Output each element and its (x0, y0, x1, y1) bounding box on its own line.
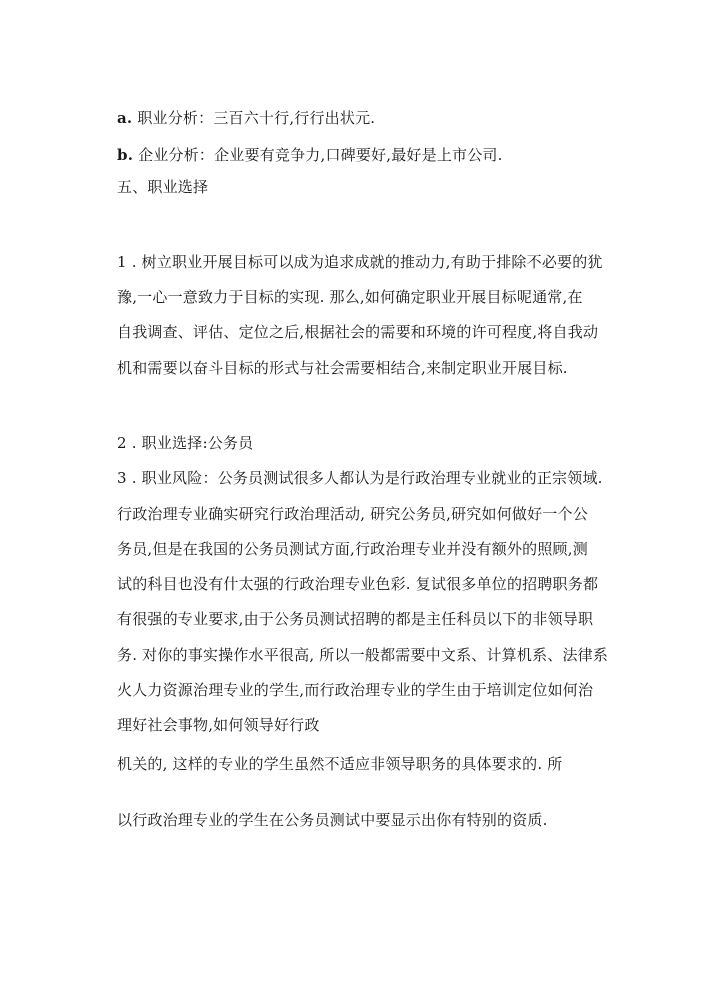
section-b-marker: b. (117, 146, 134, 164)
item-1-line: 自我调查、评估、定位之后,根据社会的需要和环境的许可程度,将自我动 (117, 323, 599, 341)
item-3-line: 行政治理专业确实研究行政治理活动, 研究公务员,研究如何做好一个公 (117, 505, 588, 523)
section-a-text: 职业分析：三百六十行,行行出状元. (137, 109, 376, 127)
item-3-line: 3 . 职业风险：公务员测试很多人都认为是行政治理专业就业的正宗领域. (117, 469, 603, 487)
item-3-line: 务. 对你的事实操作水平很高, 所以一般都需要中文系、计算机系、法律系 (117, 646, 609, 664)
item-3-line: 机关的, 这样的专业的学生虽然不适应非领导职务的具体要求的. 所 (117, 755, 563, 773)
item-3-line: 理好社会事物,如何领导好行政 (117, 716, 320, 734)
section-five-heading: 五、职业选择 (117, 178, 209, 196)
item-1-line: 1 . 树立职业开展目标可以成为追求成就的推动力,有助于排除不必要的犹 (117, 253, 603, 271)
item-3-line: 火人力资源治理专业的学生,而行政治理专业的学生由于培训定位如何治 (117, 681, 594, 699)
item-3-line: 以行政治理专业的学生在公务员测试中要显示出你有特别的资质. (117, 811, 548, 829)
item-3-line: 有很强的专业要求,由于公务员测试招聘的都是主任科员以下的非领导职 (117, 610, 594, 628)
section-b-text: 企业分析：企业要有竞争力,口碑要好,最好是上市公司. (138, 146, 503, 164)
item-1-line: 机和需要以奋斗目标的形式与社会需要相结合,来制定职业开展目标. (117, 359, 568, 377)
item-3-line: 试的科目也没有什太强的行政治理专业色彩. 复试很多单位的招聘职务都 (117, 575, 599, 593)
item-3-line: 务员,但是在我国的公务员测试方面,行政治理专业并没有额外的照顾,测 (117, 540, 588, 558)
item-1-line: 豫,一心一意致力于目标的实现. 那么,如何确定职业开展目标呢通常,在 (117, 288, 583, 306)
item-2: 2 . 职业选择:公务员 (117, 434, 254, 452)
section-b (117, 145, 503, 165)
section-a-marker: a. (117, 109, 133, 127)
section-a (117, 108, 375, 128)
